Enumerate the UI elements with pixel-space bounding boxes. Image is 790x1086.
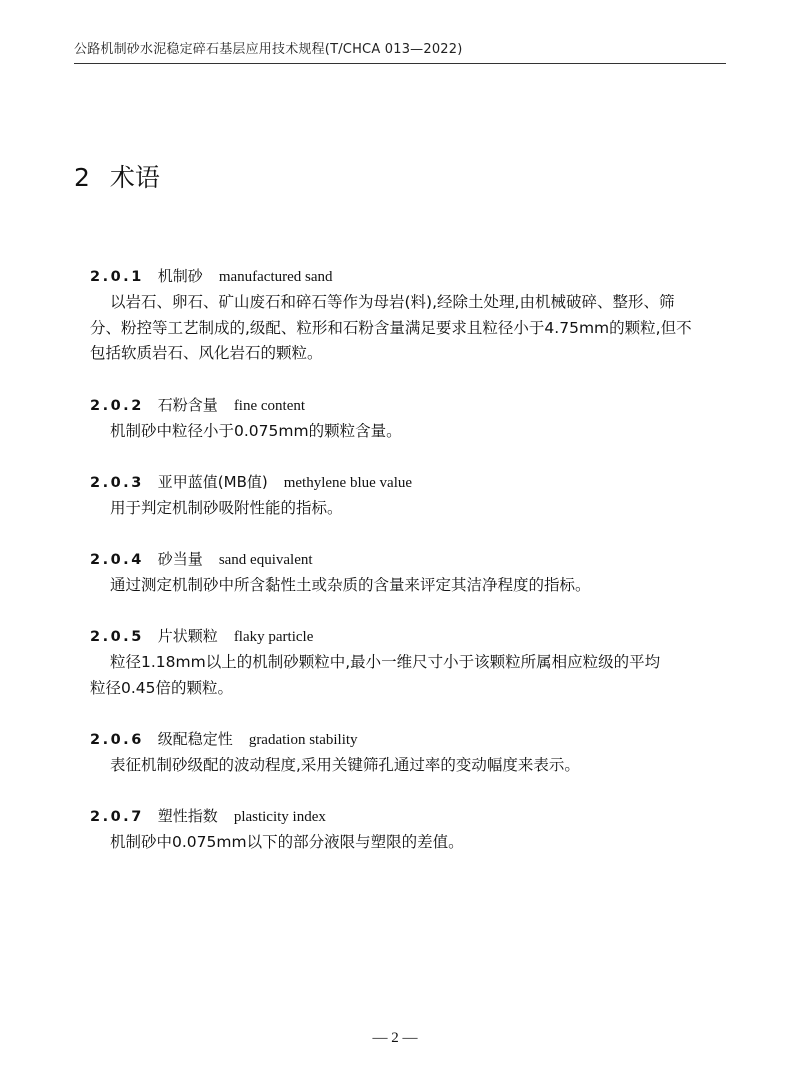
- definition-line: 粒径1.18mm以上的机制砂颗粒中,最小一维尺寸小于该颗粒所属相应粒级的平均: [110, 653, 661, 671]
- definition-line: 通过测定机制砂中所含黏性土或杂质的含量来评定其洁净程度的指标。: [110, 576, 591, 594]
- chapter-number: 2: [74, 163, 90, 192]
- definition-line: 用于判定机制砂吸附性能的指标。: [110, 499, 343, 517]
- term-heading: [90, 806, 326, 827]
- term-heading: [90, 266, 333, 287]
- term-number: 2.0.2: [90, 398, 144, 414]
- term-heading: [90, 729, 358, 750]
- chapter-title: [74, 158, 160, 194]
- term-definition: [90, 573, 730, 599]
- term-definition: [90, 496, 730, 522]
- term-english: methylene blue value: [283, 475, 413, 491]
- term-chinese: 亚甲蓝值(MB值): [157, 473, 268, 491]
- term-heading: [90, 549, 313, 570]
- definition-line: 表征机制砂级配的波动程度,采用关键筛孔通过率的变动幅度来表示。: [110, 756, 580, 774]
- term-heading: [90, 626, 313, 647]
- definition-line: 以岩石、卵石、矿山废石和碎石等作为母岩(料),经除土处理,由机械破碎、整形、筛: [110, 293, 675, 311]
- term-chinese: 塑性指数: [157, 807, 218, 825]
- term-number: 2.0.5: [90, 629, 144, 645]
- term-chinese: 级配稳定性: [157, 730, 233, 748]
- page-number: — 2 —: [372, 1030, 418, 1046]
- running-header: 公路机制砂水泥稳定碎石基层应用技术规程(T/CHCA 013—2022): [74, 42, 463, 57]
- term-definition: [90, 753, 730, 779]
- term-heading: [90, 395, 305, 416]
- term-number: 2.0.6: [90, 732, 144, 748]
- term-english: flaky particle: [233, 629, 314, 645]
- chapter-heading: 术语: [109, 163, 160, 192]
- term-english: fine content: [233, 398, 306, 414]
- term-english: sand equivalent: [218, 552, 313, 568]
- term-definition: [90, 830, 730, 856]
- definition-line: 分、粉控等工艺制成的,级配、粒形和石粉含量满足要求且粒径小于4.75mm的颗粒,但不: [90, 318, 692, 337]
- term-chinese: 机制砂: [157, 267, 203, 285]
- definition-line: 粒径0.45倍的颗粒。: [90, 678, 234, 697]
- term-chinese: 砂当量: [157, 550, 203, 568]
- definition-line: 包括软质岩石、风化岩石的颗粒。: [90, 344, 323, 362]
- term-number: 2.0.4: [90, 552, 144, 568]
- term-chinese: 石粉含量: [157, 396, 218, 414]
- definition-line: 机制砂中0.075mm以下的部分液限与塑限的差值。: [110, 833, 464, 851]
- term-chinese: 片状颗粒: [157, 627, 218, 645]
- term-number: 2.0.7: [90, 809, 144, 825]
- term-definition: [90, 419, 730, 445]
- definition-line: 机制砂中粒径小于0.075mm的颗粒含量。: [110, 422, 402, 440]
- term-english: plasticity index: [233, 809, 326, 825]
- header-rule: [74, 63, 726, 64]
- term-heading: [90, 472, 412, 493]
- term-definition: [90, 650, 730, 701]
- term-definition: [90, 290, 730, 367]
- term-english: gradation stability: [248, 732, 358, 748]
- term-number: 2.0.3: [90, 475, 144, 491]
- term-english: manufactured sand: [218, 269, 333, 285]
- term-number: 2.0.1: [90, 269, 144, 285]
